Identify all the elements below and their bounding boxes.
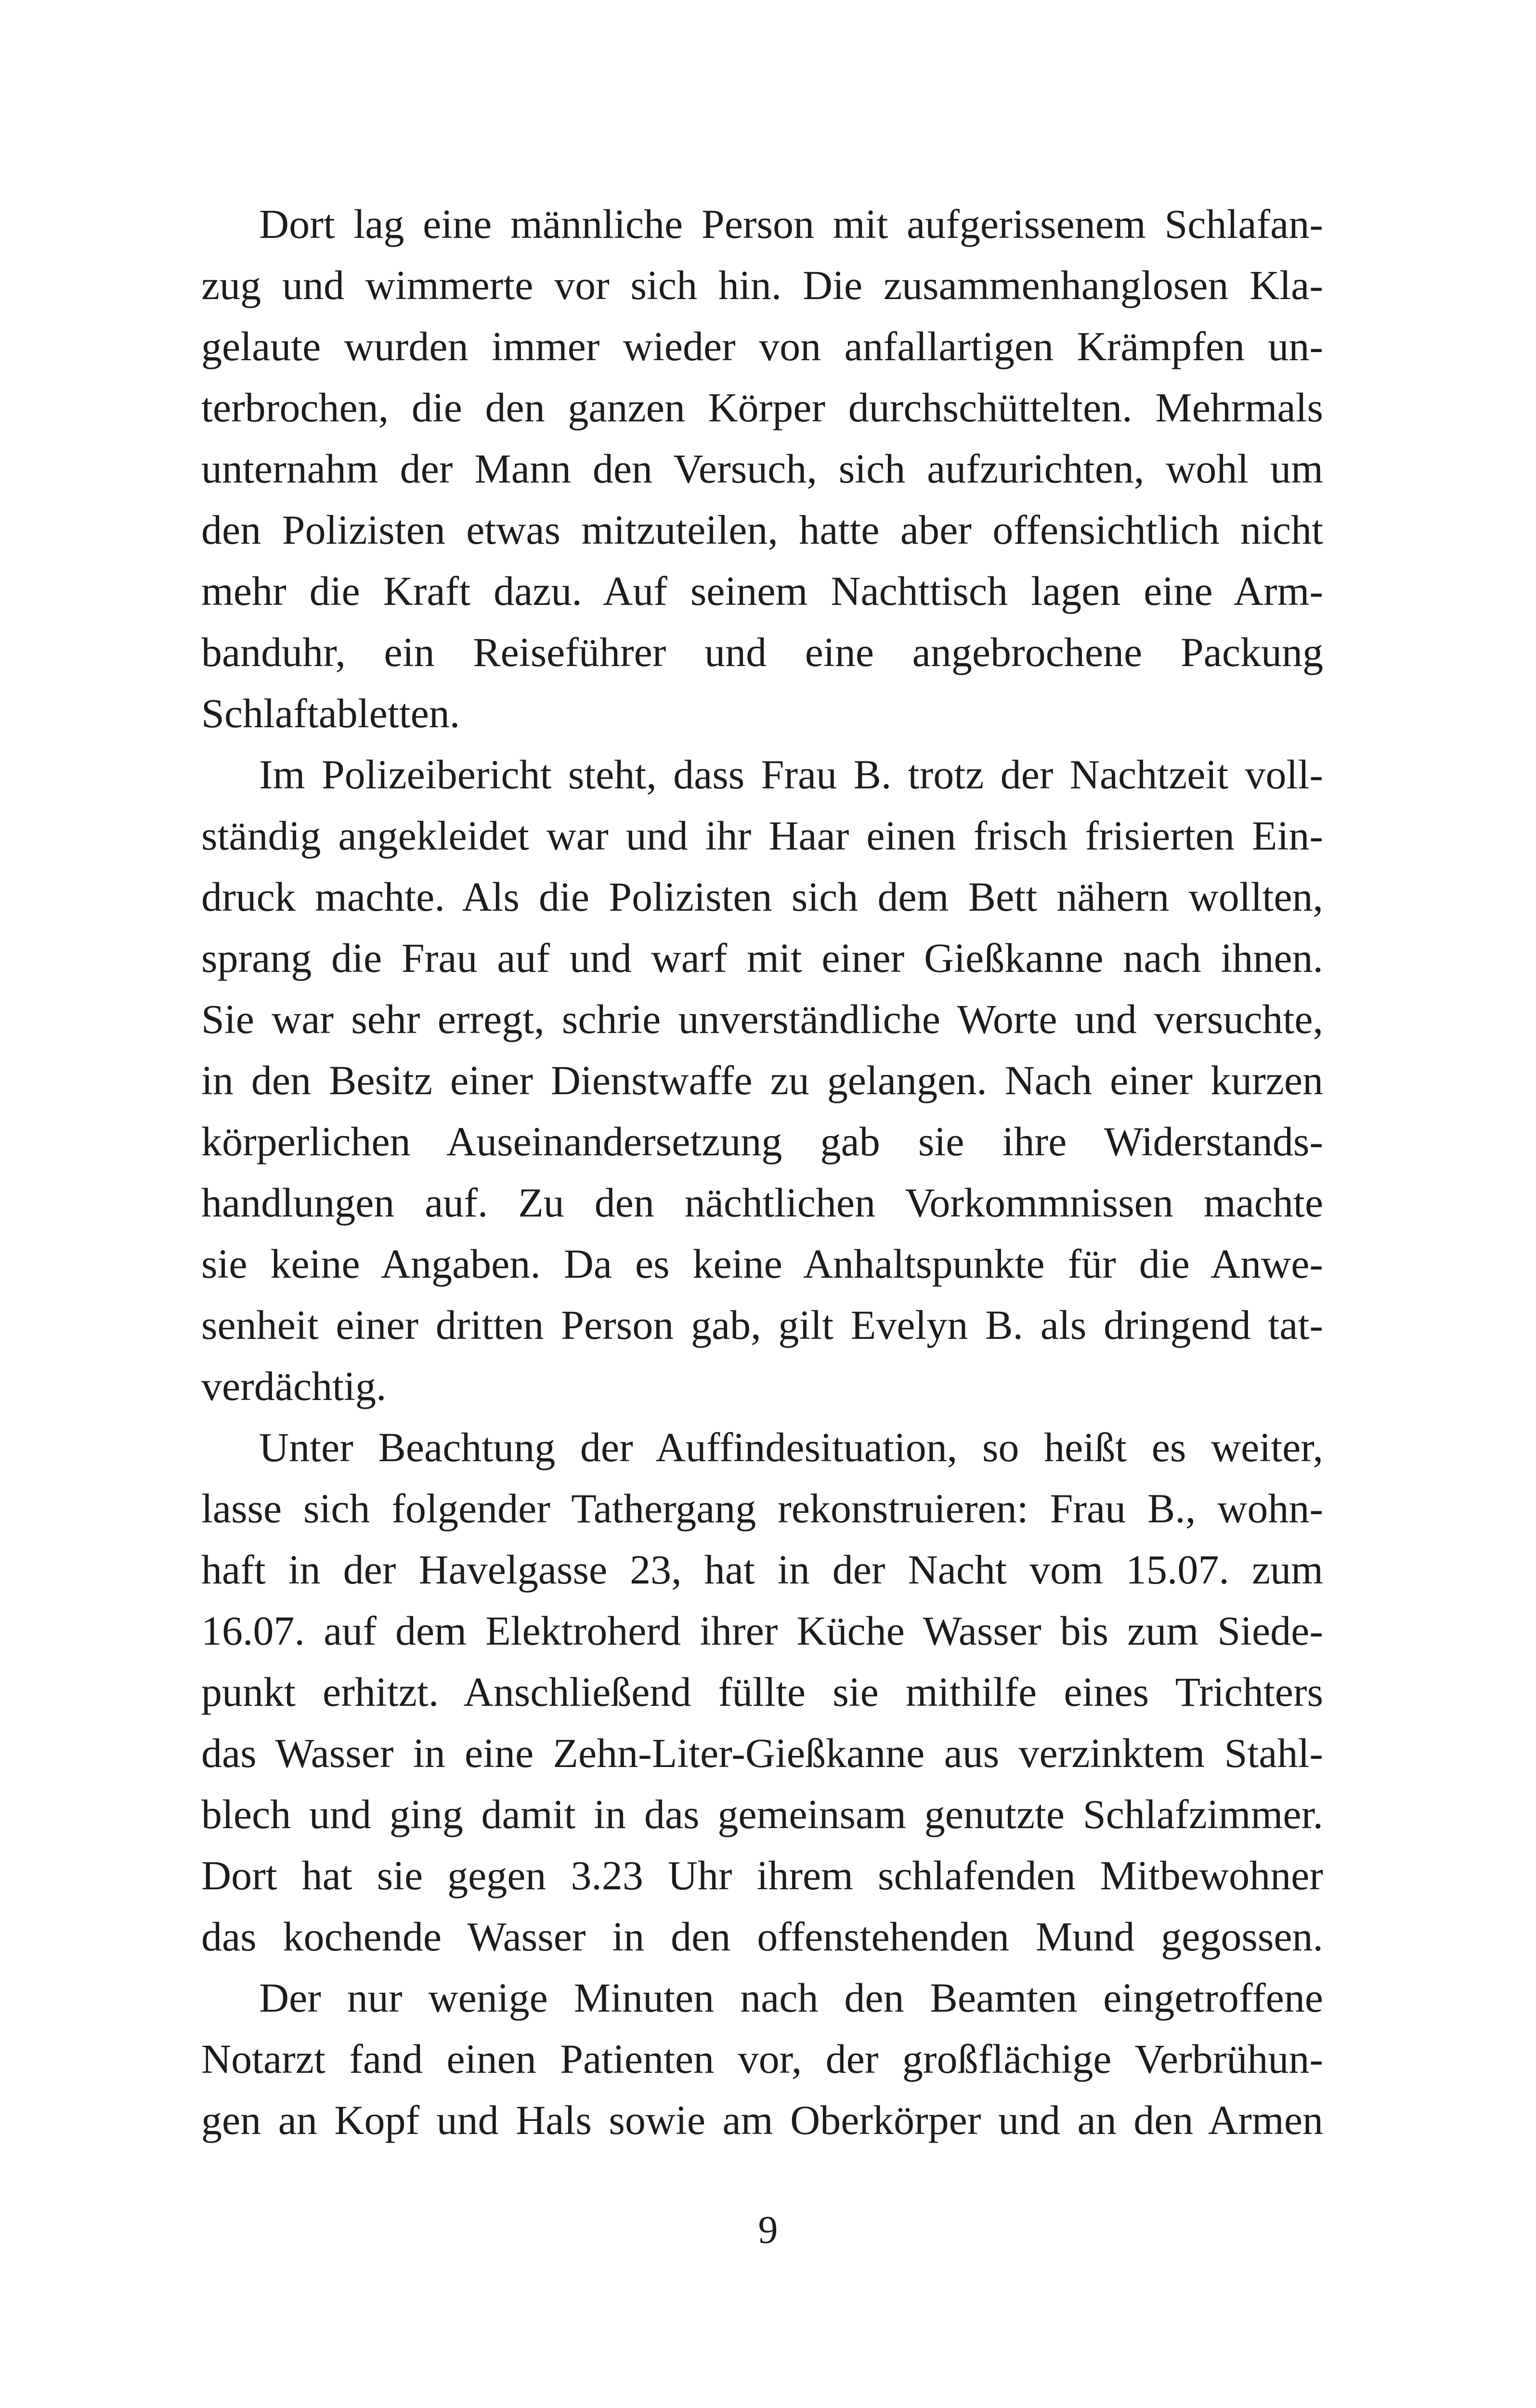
text-line: lasse sich folgender Tathergang rekonstruieren: Frau B., wohn- xyxy=(201,1485,1323,1531)
text-line: Der nur wenige Minuten nach den Beamten eingetroffene xyxy=(259,1975,1323,2021)
text-line: haft in der Havelgasse 23, hat in der Nacht vom 15.07. zum xyxy=(201,1546,1323,1593)
text-line: 16.07. auf dem Elektroherd ihrer Küche Wasser bis zum Siede- xyxy=(201,1608,1323,1654)
text-line: Schlaftabletten. xyxy=(201,690,460,736)
text-line: Dort hat sie gegen 3.23 Uhr ihrem schlafenden Mitbewohner xyxy=(201,1852,1323,1898)
text-line: terbrochen, die den ganzen Körper durchschüttelten. Mehrmals xyxy=(201,384,1323,431)
text-line: banduhr, ein Reiseführer und eine angebrochene Packung xyxy=(201,629,1323,675)
paragraph xyxy=(201,1967,1323,2151)
paragraph xyxy=(201,194,1323,744)
text-line: druck machte. Als die Polizisten sich dem Bett nähern wollten, xyxy=(201,874,1323,920)
text-line: in den Besitz einer Dienstwaffe zu gelangen. Nach einer kurzen xyxy=(201,1057,1323,1103)
text-line: mehr die Kraft dazu. Auf seinem Nachttisch lagen eine Arm- xyxy=(201,568,1323,614)
paragraph xyxy=(201,744,1323,1417)
text-line: das kochende Wasser in den offenstehenden Mund gegossen. xyxy=(201,1913,1323,1960)
text-line: Notarzt fand einen Patienten vor, der großflächige Verbrühun- xyxy=(201,2036,1323,2082)
text-line: zug und wimmerte vor sich hin. Die zusammenhanglosen Kla- xyxy=(201,262,1323,308)
text-line: punkt erhitzt. Anschließend füllte sie mithilfe eines Trichters xyxy=(201,1669,1323,1715)
text-line: handlungen auf. Zu den nächtlichen Vorkommnissen machte xyxy=(201,1179,1323,1226)
page-number: 9 xyxy=(758,2208,778,2251)
text-line: blech und ging damit in das gemeinsam genutzte Schlafzimmer. xyxy=(201,1791,1323,1837)
text-line: gelaute wurden immer wieder von anfallartigen Krämpfen un- xyxy=(201,323,1323,369)
text-line: gen an Kopf und Hals sowie am Oberkörper und an den Armen xyxy=(201,2097,1323,2143)
text-line: Sie war sehr erregt, schrie unverständliche Worte und versuchte, xyxy=(201,996,1323,1042)
text-line: ständig angekleidet war und ihr Haar einen frisch frisierten Ein- xyxy=(201,812,1323,859)
text-line: Dort lag eine männliche Person mit aufgerissenem Schlafan- xyxy=(259,201,1323,247)
text-line: körperlichen Auseinandersetzung gab sie ihre Widerstands- xyxy=(201,1118,1323,1165)
paragraph xyxy=(201,1417,1323,1967)
text-line: verdächtig. xyxy=(201,1363,387,1409)
text-line: unternahm der Mann den Versuch, sich aufzurichten, wohl um xyxy=(201,445,1323,492)
text-line: das Wasser in eine Zehn-Liter-Gießkanne aus verzinktem Stahl- xyxy=(201,1730,1323,1776)
text-line: sie keine Angaben. Da es keine Anhaltspunkte für die Anwe- xyxy=(201,1241,1323,1287)
text-line: sprang die Frau auf und warf mit einer Gießkanne nach ihnen. xyxy=(201,935,1323,981)
text-line: Unter Beachtung der Auffindesituation, so heißt es weiter, xyxy=(259,1424,1323,1470)
text-line: den Polizisten etwas mitzuteilen, hatte aber offensichtlich nicht xyxy=(201,507,1323,553)
text-line: Im Polizeibericht steht, dass Frau B. trotz der Nachtzeit voll- xyxy=(259,751,1323,798)
text-line: senheit einer dritten Person gab, gilt Evelyn B. als dringend tat- xyxy=(201,1302,1323,1348)
body-text xyxy=(201,194,1323,2151)
